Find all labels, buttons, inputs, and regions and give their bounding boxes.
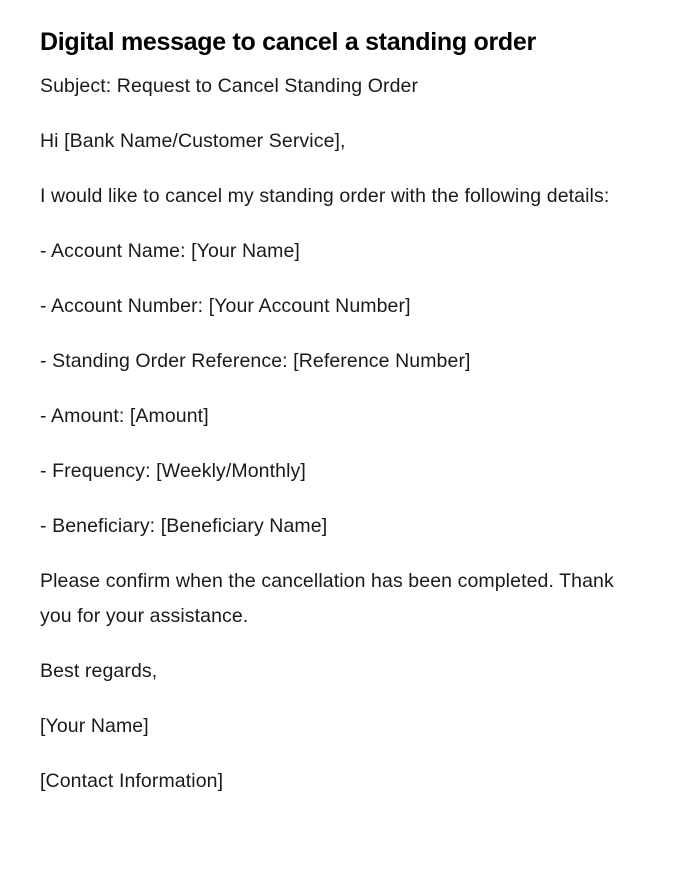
greeting: Hi [Bank Name/Customer Service], bbox=[40, 130, 346, 152]
detail-amount: - Amount: [Amount] bbox=[40, 405, 209, 427]
detail-account-name: - Account Name: [Your Name] bbox=[40, 240, 300, 262]
detail-account-number: - Account Number: [Your Account Number] bbox=[40, 295, 411, 317]
intro-paragraph: I would like to cancel my standing order with the following details: bbox=[40, 185, 610, 207]
signature-name: [Your Name] bbox=[40, 715, 149, 737]
detail-beneficiary: - Beneficiary: [Beneficiary Name] bbox=[40, 515, 328, 537]
document-title: Digital message to cancel a standing order bbox=[40, 28, 536, 56]
document bbox=[40, 24, 640, 799]
detail-frequency: - Frequency: [Weekly/Monthly] bbox=[40, 460, 306, 482]
signature-contact: [Contact Information] bbox=[40, 770, 224, 792]
email-subject: Subject: Request to Cancel Standing Order bbox=[40, 75, 419, 97]
closing-request: Please confirm when the cancellation has been completed. Thank you for your assistance. bbox=[40, 570, 614, 627]
detail-standing-order-reference: - Standing Order Reference: [Reference Number] bbox=[40, 350, 471, 372]
sign-off: Best regards, bbox=[40, 660, 158, 682]
